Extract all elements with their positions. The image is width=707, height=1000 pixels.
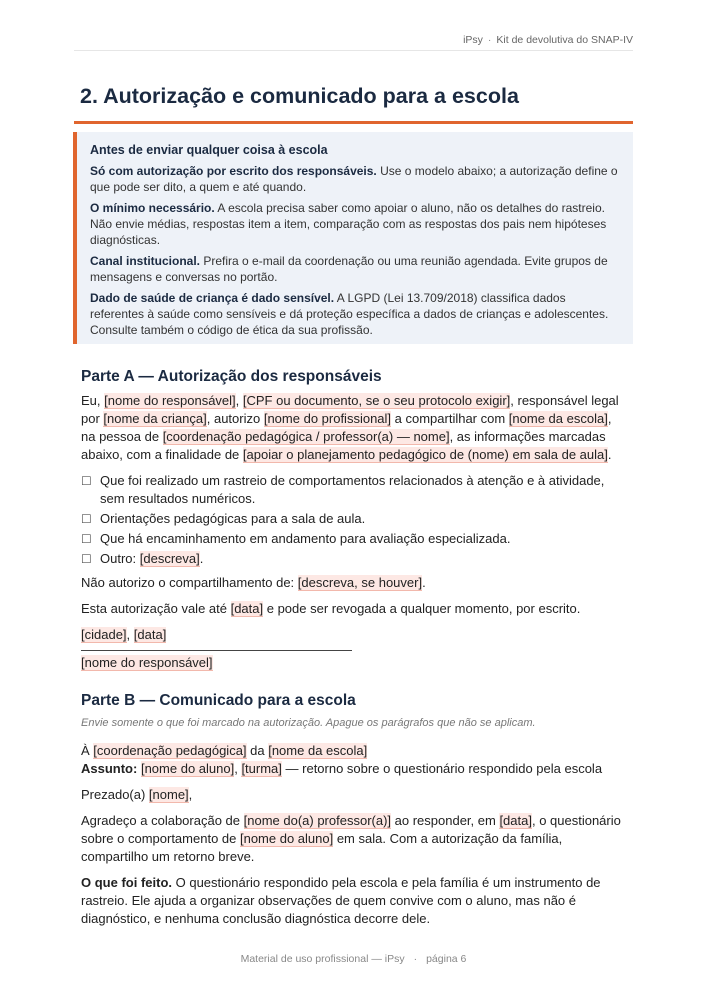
text-run: , na pessoa de — [81, 411, 612, 444]
text-run: . — [607, 447, 612, 462]
text-run: da — [246, 743, 269, 758]
text-run: Eu, — [81, 393, 105, 408]
letter-greeting — [81, 786, 629, 804]
callout-item — [90, 253, 621, 285]
paragraph-lead: O que foi feito. — [81, 875, 172, 890]
authorization-intro — [81, 392, 629, 464]
checklist-item-label: Orientações pedagógicas para a sala de aula. — [100, 511, 366, 526]
text-run: , — [126, 627, 134, 642]
placeholder-field[interactable]: [descreva, se houver] — [297, 575, 423, 590]
text-run: — retorno sobre o questionário respondido pela escola — [281, 761, 603, 776]
placeholder-field[interactable]: [apoiar o planejamento pedagógico de (nome) em sala de aula] — [242, 447, 608, 462]
placeholder-field[interactable]: [nome do profissional] — [263, 411, 392, 426]
checkbox-icon[interactable]: ☐ — [81, 512, 92, 526]
checklist-item-label: Outro: — [100, 551, 140, 566]
callout-item — [90, 290, 621, 338]
checklist-item[interactable] — [81, 510, 629, 528]
callout-item — [90, 200, 621, 248]
text-run: , autorizo — [206, 411, 264, 426]
callout-item-lead: Canal institucional. — [90, 254, 201, 268]
letter-subject — [81, 760, 629, 778]
authorization-checklist — [81, 472, 629, 568]
placeholder-field[interactable]: [nome do aluno] — [140, 761, 235, 776]
section-gap — [81, 680, 629, 692]
text-run: , as informações marcadas abaixo, com a finalidade de — [81, 429, 606, 462]
text-run: ao responder, em — [391, 813, 500, 828]
placeholder-field[interactable]: [coordenação pedagógica] — [93, 743, 247, 758]
checkbox-icon[interactable]: ☐ — [81, 532, 92, 546]
part-b-heading: Parte B — Comunicado para a escola — [81, 692, 356, 709]
footer-separator: · — [413, 953, 418, 965]
place-date-line — [81, 626, 629, 644]
subject-label: Assunto: — [81, 761, 138, 776]
header-brand: iPsy — [463, 34, 483, 46]
placeholder-field[interactable]: [data] — [133, 627, 167, 642]
checklist-item[interactable] — [81, 472, 629, 508]
callout-item-text: Use o modelo abaixo; a autorização define o que pode ser dito, a quem e até quando. — [90, 164, 618, 194]
page-number: página 6 — [426, 953, 467, 965]
text-run: . — [422, 575, 426, 590]
callout-item — [90, 163, 621, 195]
callout-title: Antes de enviar qualquer coisa à escola — [90, 143, 328, 157]
text-run: , — [234, 761, 242, 776]
text-run: Agradeço a colaboração de — [81, 813, 244, 828]
section-title: 2. Autorização e comunicado para a escola — [80, 84, 519, 108]
checkbox-icon[interactable]: ☐ — [81, 552, 92, 566]
running-header — [74, 34, 633, 51]
text-run: , o questionário sobre o comportamento de — [81, 813, 621, 846]
text-run: , — [235, 393, 243, 408]
text-run: Prezado(a) — [81, 787, 149, 802]
placeholder-field[interactable]: [nome da criança] — [103, 411, 207, 426]
signature-line — [81, 650, 352, 651]
signature-name — [81, 654, 629, 672]
text-run: O questionário respondido pela escola e pela família é um instrumento de rastreio. Ele ajuda a organizar observações de quem convive com o aluno, mas não é diagnóstico, e nenhuma conclusão diagnóstica decorre dele. — [81, 875, 601, 926]
placeholder-field[interactable]: [nome do(a) professor(a)] — [243, 813, 392, 828]
callout-item-text: Prefira o e-mail da coordenação ou uma reunião agendada. Evite grupos de mensagens e conversas no portão. — [90, 254, 608, 284]
checkbox-icon[interactable]: ☐ — [81, 474, 92, 488]
text-run: , responsável legal por — [81, 393, 619, 426]
text-run: . — [199, 551, 204, 566]
checklist-item-other[interactable] — [81, 550, 629, 568]
placeholder-field[interactable]: [nome da escola] — [268, 743, 368, 758]
placeholder-field[interactable]: [CPF ou documento, se o seu protocolo exigir] — [242, 393, 511, 408]
placeholder-field[interactable]: [cidade] — [81, 627, 127, 642]
checklist-item-label: Que há encaminhamento em andamento para avaliação especializada. — [100, 531, 511, 546]
section-title-rule — [74, 121, 633, 124]
text-run: e pode ser revogada a qualquer momento, por escrito. — [263, 601, 581, 616]
header-separator: · — [487, 34, 492, 46]
callout-item-lead: Dado de saúde de criança é dado sensível. — [90, 291, 335, 305]
text-run: , — [188, 787, 193, 802]
text-run: À — [81, 743, 94, 758]
callout-item-lead: Só com autorização por escrito dos responsáveis. — [90, 164, 377, 178]
placeholder-field[interactable]: [nome da escola] — [508, 411, 608, 426]
placeholder-field[interactable]: [nome do responsável] — [81, 655, 213, 670]
text-run: em sala. Com a autorização da família, compartilho um retorno breve. — [81, 831, 563, 864]
not-authorized-line — [81, 574, 629, 592]
letter-address — [81, 742, 629, 760]
placeholder-field[interactable]: [turma] — [241, 761, 282, 776]
callout-item-text: A escola precisa saber como apoiar o aluno, não os detalhes do rastreio. Não envie médias, respostas item a item, comparação com as respostas dos pais nem hipóteses diagnósticas. — [90, 201, 607, 247]
placeholder-field[interactable]: [data] — [499, 813, 532, 828]
text-run: Não autorizo o compartilhamento de: — [81, 575, 298, 590]
letter-what-was-done — [81, 874, 629, 928]
placeholder-field[interactable]: [nome] — [148, 787, 189, 802]
header-title: Kit de devolutiva do SNAP-IV — [496, 34, 633, 46]
callout-item-lead: O mínimo necessário. — [90, 201, 215, 215]
text-run: a compartilhar com — [391, 411, 509, 426]
page-footer — [0, 953, 707, 965]
callout-item-text: A LGPD (Lei 13.709/2018) classifica dados referentes à saúde como sensíveis e dá proteção específica a dados de crianças e adolescentes. Consulte também o código de ética da sua profissão. — [90, 291, 609, 337]
placeholder-field[interactable]: [nome do responsável] — [104, 393, 236, 408]
placeholder-field[interactable]: [nome do aluno] — [239, 831, 334, 846]
part-a-heading: Parte A — Autorização dos responsáveis — [81, 368, 382, 385]
footer-text: Material de uso profissional — iPsy — [240, 953, 405, 965]
main-content — [81, 368, 629, 936]
checklist-item-label: Que foi realizado um rastreio de comportamentos relacionados à atenção e à atividade, sem resultados numéricos. — [100, 473, 605, 506]
letter-thanks — [81, 812, 629, 866]
text-run: Esta autorização vale até — [81, 601, 231, 616]
part-b-note: Envie somente o que foi marcado na autorização. Apague os parágrafos que não se aplicam. — [81, 717, 536, 729]
warning-callout — [73, 132, 633, 344]
checklist-item[interactable] — [81, 530, 629, 548]
validity-line — [81, 600, 629, 618]
placeholder-field[interactable]: [descreva] — [139, 551, 200, 566]
placeholder-field[interactable]: [data] — [230, 601, 264, 616]
placeholder-field[interactable]: [coordenação pedagógica / professor(a) — nome] — [162, 429, 450, 444]
